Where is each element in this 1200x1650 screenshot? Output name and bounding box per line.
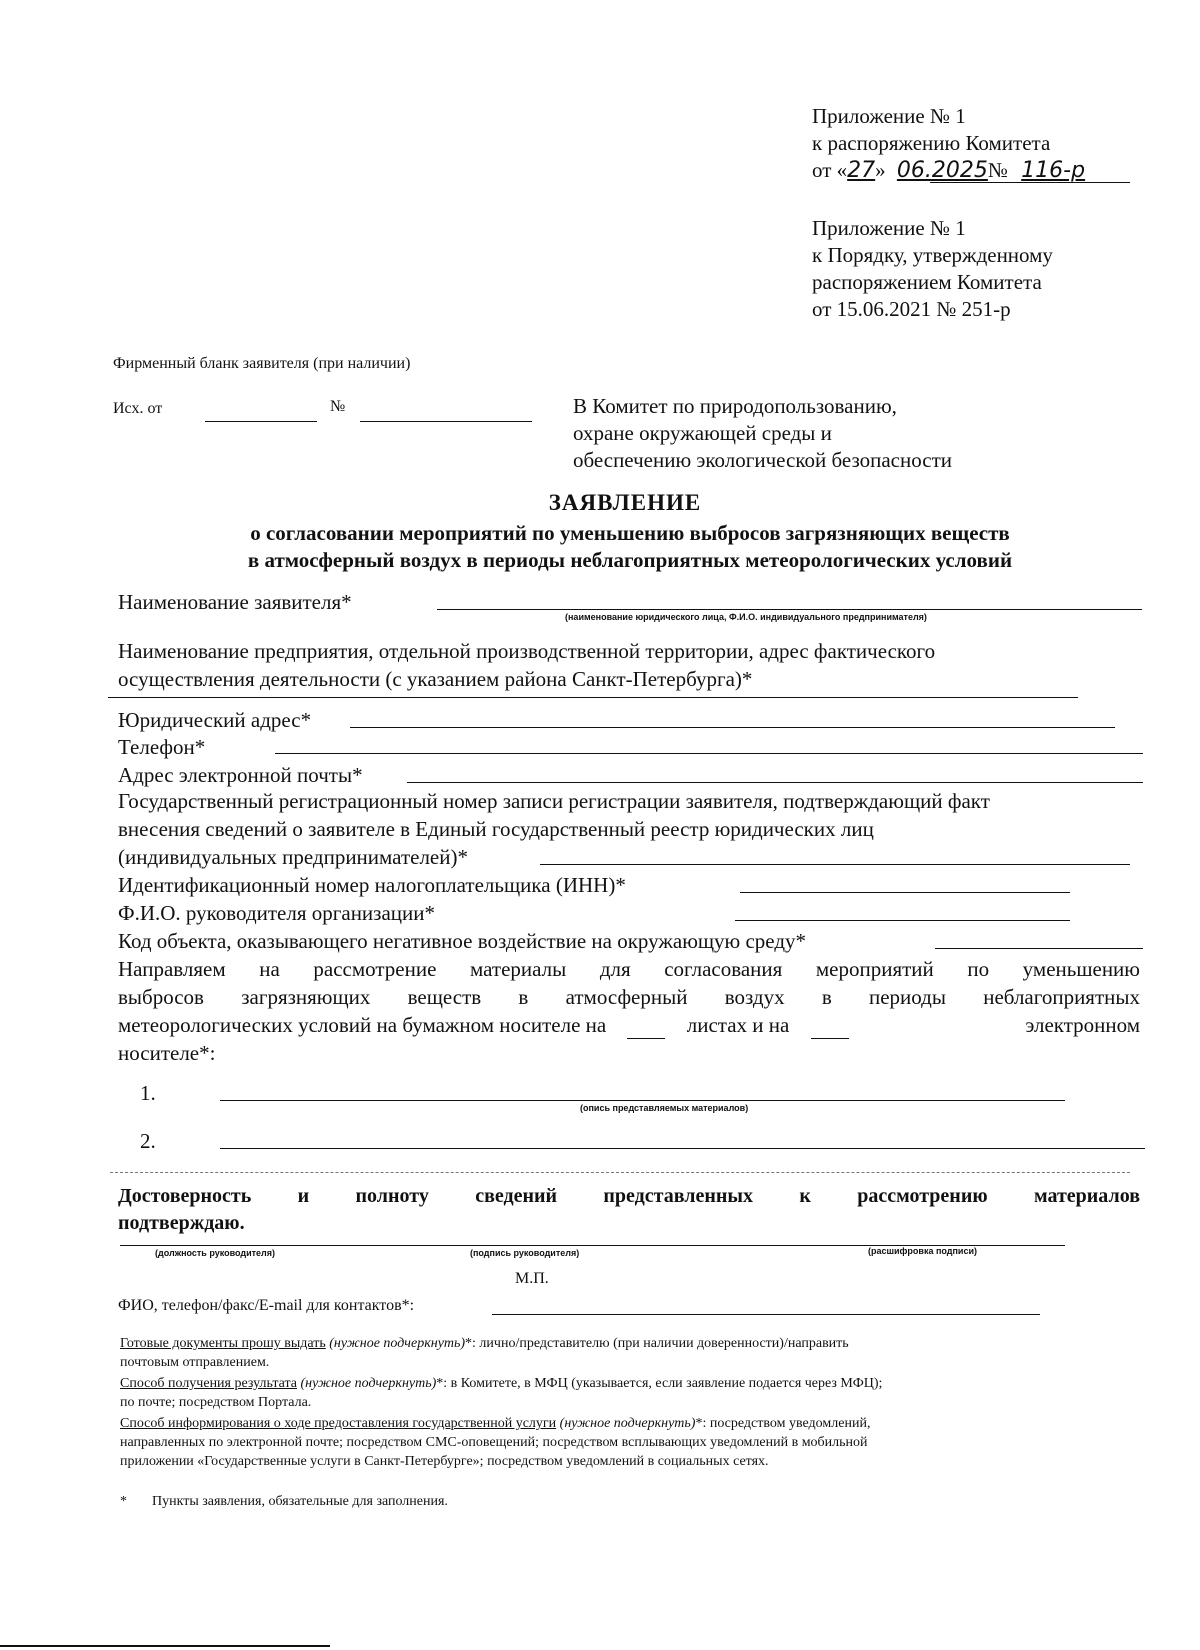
outgoing-number-field[interactable] <box>360 421 532 422</box>
email-label: Адрес электронной почты* <box>118 763 363 787</box>
inn-field[interactable] <box>740 892 1070 893</box>
note-delivery-heading: Готовые документы прошу выдать <box>120 1336 326 1351</box>
materials-line1: Направляем на рассмотрение материалы для согласования мероприятий по уменьшению <box>118 957 1140 981</box>
annex2-title: Приложение № 1 <box>812 216 966 240</box>
object-code-field[interactable] <box>935 948 1143 949</box>
annex2-line3: распоряжением Комитета <box>812 270 1042 294</box>
note-inform-heading: Способ информирования о ходе предоставления государственной услуги <box>120 1416 557 1431</box>
legal-address-field[interactable] <box>350 727 1115 728</box>
annex1-no: № <box>987 158 1008 182</box>
paper-sheets-field[interactable] <box>627 1012 665 1039</box>
addressee-line3: обеспечению экологической безопасности <box>573 448 952 472</box>
annex1-date: 06.2025 <box>896 158 988 183</box>
inn-label: Идентификационный номер налогоплательщика (ИНН)* <box>118 873 626 897</box>
list-item-1-field[interactable] <box>220 1100 1065 1101</box>
applicant-name-label: Наименование заявителя* <box>118 590 352 614</box>
annex2-line4: от 15.06.2021 № 251-р <box>812 297 1011 321</box>
annex2-line2: к Порядку, утвержденному <box>812 243 1053 267</box>
confirm-line2: подтверждаю. <box>118 1212 245 1234</box>
applicant-name-hint: (наименование юридического лица, Ф.И.О. индивидуального предпринимателя) <box>565 612 927 622</box>
addressee-line1: В Комитет по природопользованию, <box>573 394 897 418</box>
footnote-mark: * <box>120 1494 127 1509</box>
contacts-label: ФИО, телефон/факс/E-mail для контактов*: <box>118 1297 415 1314</box>
document-subtitle-line1: о согласовании мероприятий по уменьшению выбросов загрязняющих веществ <box>250 521 1010 545</box>
note-inform-hint: (нужное подчеркнуть) <box>559 1416 696 1431</box>
annex1-title: Приложение № 1 <box>812 104 966 128</box>
annex1-from: от « <box>812 158 848 182</box>
annex1-line2: к распоряжению Комитета <box>812 131 1051 155</box>
document-title: ЗАЯВЛЕНИЕ <box>548 490 702 515</box>
materials-line3-c: электронном <box>1025 1013 1140 1037</box>
list-item-1-number: 1. <box>140 1081 156 1105</box>
note-result-line2: по почте; посредством Портала. <box>120 1395 312 1410</box>
note-result-options: *: в Комитете, в МФЦ (указывается, если заявление подается через МФЦ); <box>436 1376 883 1391</box>
note-result-heading: Способ получения результата <box>120 1376 297 1391</box>
note-delivery <box>120 1334 1140 1372</box>
materials-line4: носителе*: <box>118 1041 216 1065</box>
annex1-number-underline <box>930 182 1130 183</box>
annex1-date-line <box>812 157 1085 184</box>
legal-address-label: Юридический адрес* <box>118 708 312 732</box>
ogrn-label-line3: (индивидуальных предпринимателей)* <box>118 845 468 869</box>
ogrn-label-line2: внесения сведений о заявителе в Единый государственный реестр юридических лиц <box>118 817 874 841</box>
signature-hint: (подпись руководителя) <box>470 1248 580 1258</box>
contacts-field[interactable] <box>492 1314 1040 1315</box>
outgoing-from-label: Исх. от <box>113 400 163 417</box>
note-delivery-hint: (нужное подчеркнуть) <box>329 1336 466 1351</box>
outgoing-date-field[interactable] <box>205 421 317 422</box>
applicant-name-field[interactable] <box>437 609 1142 610</box>
note-result-hint: (нужное подчеркнуть) <box>300 1376 437 1391</box>
decode-hint: (расшифровка подписи) <box>868 1246 977 1256</box>
document-subtitle-line2: в атмосферный воздух в периоды неблагоприятных метеорологических условий <box>247 548 1013 572</box>
footnote-text: Пункты заявления, обязательные для заполнения. <box>152 1494 448 1509</box>
annex1-day: 27 <box>847 158 876 183</box>
note-inform-options: *: посредством уведомлений, <box>695 1416 871 1431</box>
note-result <box>120 1374 1140 1412</box>
phone-field[interactable] <box>275 753 1143 754</box>
list-hint: (опись представляемых материалов) <box>580 1103 749 1113</box>
enterprise-field[interactable] <box>108 697 1078 698</box>
note-inform <box>120 1414 1140 1471</box>
ogrn-field[interactable] <box>540 864 1130 865</box>
phone-label: Телефон* <box>118 735 206 759</box>
section-divider <box>110 1172 1130 1173</box>
list-item-2-field[interactable] <box>220 1148 1145 1149</box>
director-label: Ф.И.О. руководителя организации* <box>118 901 435 925</box>
materials-line2: выбросов загрязняющих веществ в атмосферный воздух в периоды неблагоприятных <box>118 985 1140 1009</box>
confirm-line1: Достоверность и полноту сведений представленных к рассмотрению материалов <box>118 1185 1140 1207</box>
position-hint: (должность руководителя) <box>155 1248 276 1258</box>
letterhead-label: Фирменный бланк заявителя (при наличии) <box>113 355 411 372</box>
director-field[interactable] <box>735 920 1070 921</box>
materials-line3 <box>118 1012 1140 1039</box>
addressee-line2: охране окружающей среды и <box>573 421 832 445</box>
note-delivery-line2: почтовым отправлением. <box>120 1355 270 1370</box>
enterprise-label-line2: осуществления деятельности (с указанием района Санкт-Петербурга)* <box>118 667 753 691</box>
email-field[interactable] <box>407 782 1143 783</box>
enterprise-label-line1: Наименование предприятия, отдельной производственной территории, адрес фактического <box>118 639 936 663</box>
stamp-label: М.П. <box>515 1270 549 1287</box>
note-inform-line3: приложении «Государственные услуги в Санкт-Петербурге»; посредством уведомлений в социальных сетях. <box>120 1454 769 1469</box>
annex1-quote-close: » <box>875 158 886 182</box>
outgoing-no-label: № <box>330 398 346 415</box>
note-inform-line2: направленных по электронной почте; посредством СМС-оповещений; посредством всплывающих уведомлений в мобильной <box>120 1435 868 1450</box>
object-code-label: Код объекта, оказывающего негативное воздействие на окружающую среду* <box>118 929 807 953</box>
scan-edge-line <box>0 1645 330 1647</box>
annex1-number: 116-р <box>1021 158 1086 183</box>
materials-line3-b: листах и на <box>686 1013 790 1037</box>
ogrn-label-line1: Государственный регистрационный номер записи регистрации заявителя, подтверждающий факт <box>118 789 990 813</box>
note-delivery-options: *: лично/представителю (при наличии доверенности)/направить <box>465 1336 849 1351</box>
list-item-2-number: 2. <box>140 1129 156 1153</box>
materials-line3-a: метеорологических условий на бумажном носителе на <box>118 1013 607 1037</box>
electronic-media-field[interactable] <box>811 1012 849 1039</box>
